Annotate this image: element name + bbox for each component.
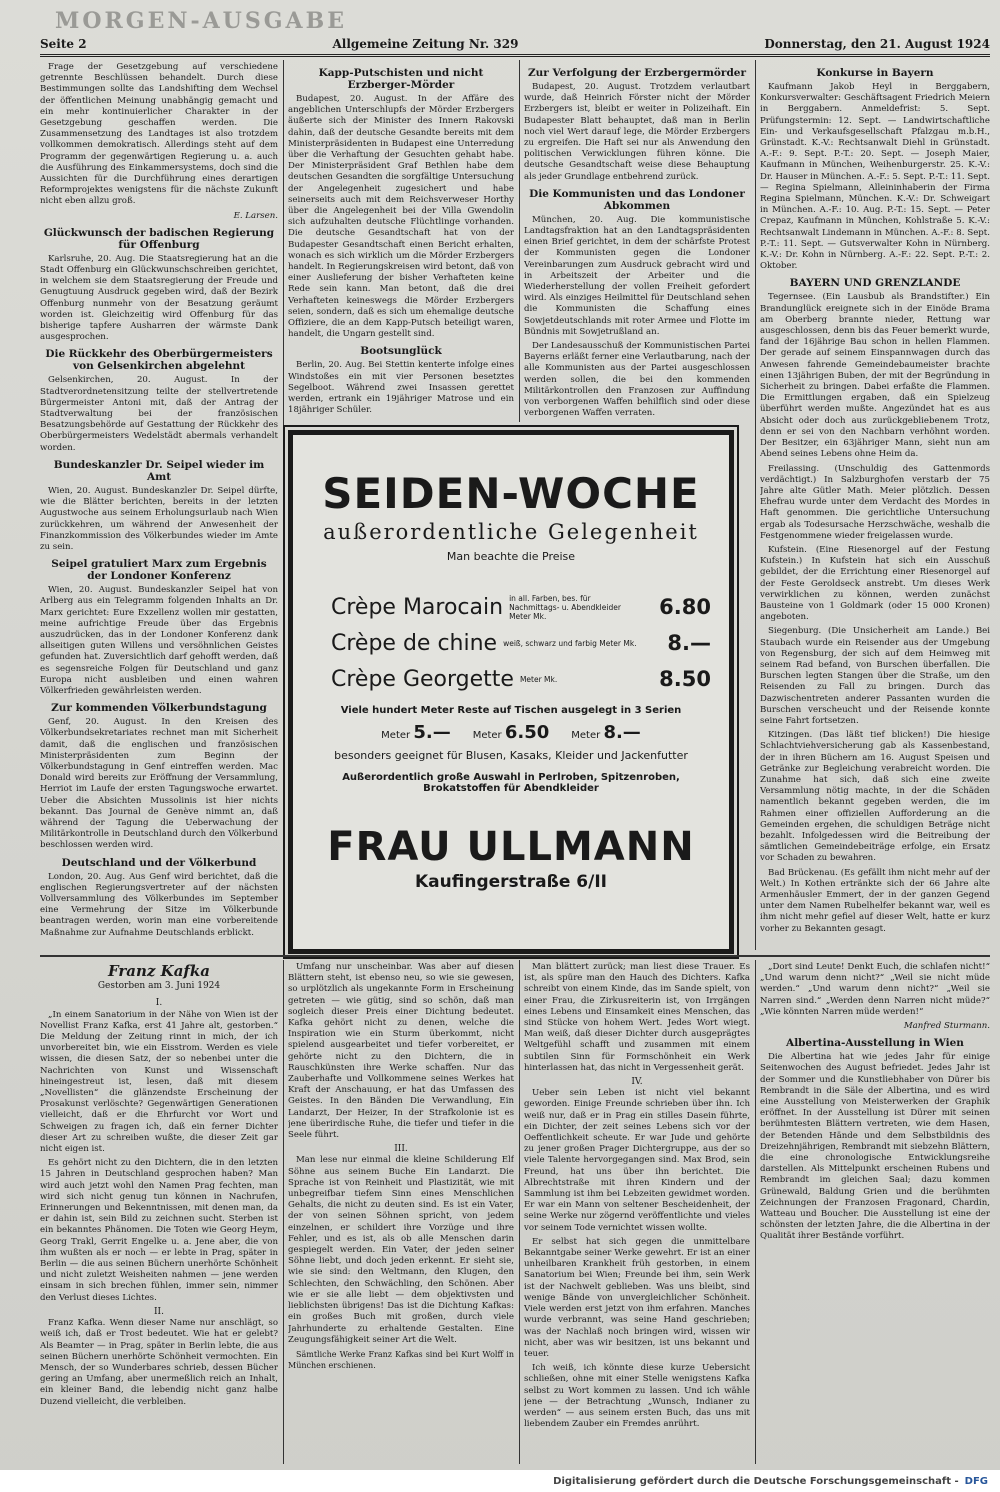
ad-headline: SEIDEN-WOCHE: [322, 469, 700, 518]
article-text: Franz Kafka. Wenn dieser Name nur anschlägt, so weiß ich, daß er Trost bedeutet. Wie hat er gelebt? Als Beamter — in Prag, später in Berlin lebte, die aus seinen Büchern unerhörte Schönheit vermochten. Ein Mensch, der so Wunderbares schrieb, dessen Bücher gering an Umfang, aber unermeßlich reich an Inhalt, ein kleiner Band, die lebendig nicht ganz halbe Duzend vielleicht, die verbleiben.: [40, 1318, 278, 1407]
article-text: Umfang nur unscheinbar. Was aber auf diesen Blättern steht, ist ebenso neu, so wie sie gewesen, so urplötzlich als ungekannte Form in Erscheinung getreten — wie gütig, sind so schön, daß man sogleich dieser Preis einer Dichtung bedeutet. Kafka gehört nicht zu denen, welche die Inspiration wie ein Sturm überkommt, nicht spielend ausgearbeitet und tiefer vorbereitet, er gehörte nicht zu den Dichtern, die in Rauschkünsten ihre Werke schaffen. Nur das Zauberhafte und Vollkommene seines Werkes hat Kraft der Anschauung, er hat das Umfassen des Geistes. In den Bänden Die Verwandlung, Ein Landarzt, Der Heizer, In der Strafkolonie ist es jene überirdische Ruhe, die tiefer und tiefer in die Seele führt.: [288, 962, 514, 1141]
price-tier: Meter 6.50: [472, 722, 550, 743]
column-3: [524, 62, 750, 422]
advertisement: [288, 430, 734, 954]
article-title: Franz Kafka: [108, 962, 210, 980]
article-headline: Zur kommenden Völkerbundstagung: [51, 702, 267, 715]
section-headline: BAYERN UND GRENZLANDE: [789, 277, 961, 290]
price-tier: Meter 8.—: [571, 722, 641, 743]
section-number: IV.: [631, 1077, 643, 1088]
article-headline: Deutschland und der Völkerbund: [61, 856, 257, 869]
page-header: [40, 34, 990, 57]
fabric-price: 6.80: [659, 595, 711, 619]
column-rule: [755, 60, 756, 950]
article-headline: Die Rückkehr des Oberbürgermeisters von Gelsenkirchen abgelehnt: [45, 348, 273, 373]
kafka-column-2: [288, 962, 514, 1462]
ad-price-list: [331, 589, 711, 697]
kafka-column-1: [40, 962, 278, 1462]
kafka-column-4: [760, 962, 990, 1462]
article-text: Wien, 20. August. Bundeskanzler Dr. Seipel dürfte, wie die Blätter berichten, bereits in der letzten Augustwoche aus seinem Erholungsurlaub nach Wien zurückkehren, um während der Anwesenheit der Finanzkommission des Völkerbundes wieder im Amte zu sein.: [40, 485, 278, 552]
article-text: Freilassing. (Unschuldig des Gattenmords verdächtigt.) In Salzburghofen verstarb der 75 Jahre alte Gütler Math. Meier plötzlich. Dessen Ehefrau wurde unter dem Verdacht des Mordes in Haft genommen. Die gerichtliche Untersuchung ergab als Todesursache Herzschwäche, weshalb die Festgenommene wieder freigelassen wurde.: [760, 463, 990, 541]
article-text: Ueber sein Leben ist nicht viel bekannt geworden. Einige Freunde schrieben über ihn. Ich weiß nur, daß er in Prag ein stilles Dasein führte, ein Dichter, der zeit seines Lebens sich vor der Oeffentlichkeit scheute. Er war Jude und gehörte zu jener großen Prager Dichtergruppe, aus der so viele Talente hervorgegangen sind. Max Brod, sein Freund, hat uns über ihn berichtet. Die Albrechtstraße mit ihren Kindern und der Sammlung ist ihm bei Lebzeiten gewidmet worden. Er war ein Mann von seltener Bescheidenheit, der seine Werke nur zögernd veröffentlichte und vieles vor seinem Tode vernichtet wissen wollte.: [524, 1088, 750, 1233]
article-headline: Konkurse in Bayern: [816, 67, 934, 79]
ad-address: Kaufingerstraße 6/II: [415, 872, 607, 892]
ad-item: [331, 625, 711, 661]
column-rule: [283, 960, 284, 1464]
ad-note: Man beachte die Preise: [446, 550, 576, 563]
fabric-name: Crèpe Marocain: [331, 594, 504, 620]
price-tier: Meter 5.—: [381, 722, 451, 743]
ad-remnants: Viele hundert Meter Reste auf Tischen ausgelegt in 3 Serien: [340, 705, 682, 716]
digitization-footer: [0, 1470, 1000, 1492]
article-headline: Kapp-Putschisten und nicht Erzberger-Mörder: [318, 67, 484, 91]
article-headline: Seipel gratuliert Marx zum Ergebnis der Londoner Konferenz: [51, 558, 267, 583]
masthead: MORGEN-AUSGABE: [55, 8, 347, 34]
article-text: Wien, 20. August. Bundeskanzler Seipel hat von Arlberg aus ein Telegramm folgenden Inhalts an Dr. Marx gerichtet: Eure Exzellenz wollen mir gestatten, meine aufrichtige Freude über das Ergebnis auszudrücken, das in der Londoner Konferenz dank allseitigen guten Willens und versöhnlichen Geistes gefunden hat. Zuversichtlich darf gehofft werden, daß es segensreiche Folgen für Deutschland und ganz Europa nicht ausbleiben und einen wahren Völkerfrieden gewährleisten werden.: [40, 585, 278, 696]
article-text: Ich weiß, ich könnte diese kurze Uebersicht schließen, ohne mit einer Stelle wenigstens Kafka selbst zu Wort kommen zu lassen. Und ich wähle jene — der Betrachtung „Wunsch, Indianer zu werden“ — aus seinem ersten Buch, das uns mit liebendem Zauber ein Fremdes anrührt.: [524, 1363, 750, 1430]
ad-line: Außerordentlich große Auswahl in Perlroben, Spitzenroben, Brokatstoffen für Abendkleider: [342, 772, 680, 794]
article-headline: Bootsunglück: [360, 345, 442, 358]
article-text: Karlsruhe, 20. Aug. Die Staatsregierung hat an die Stadt Offenburg ein Glückwunschschreiben gerichtet, in welchem sie dem Staatsregierung der Freude und Genugtuung Ausdruck gegeben wird, daß der Bezirk Offenburg nunmehr von der Besatzung geräumt worden ist. Gleichzeitig wird Offenburg für das bisherige tapfere Ausharren der wärmste Dank ausgesprochen.: [40, 253, 278, 343]
section-number: III.: [394, 1144, 408, 1155]
column-2: [288, 62, 514, 422]
article-text: Es gehört nicht zu den Dichtern, die in den letzten 15 Jahren in Deutschland gesprochen haben? Man wird auch jetzt wohl den Namen Prag fechten, man wird sich nicht genug tun können in Nachrufen, Erinnerungen und Bekenntnissen, mit denen man, da er dahin ist, sein Bild zu zeichnen sucht. Sterben ist ein bekanntes Phänomen. Die Toten wie Georg Heym, Georg Trakl, Gerrit Engelke u. a. Jene aber, die von ihm wußten als er noch — er lebte in Prag, später in Berlin — die aus seinen Büchern unerhörte Schönheit und nicht zuletzt Weisheiten nahmen — jene werden einsam in sich brechen fühlen, immer sein, nimmer den Verlust dieses Lichtes.: [40, 1158, 278, 1303]
fabric-name: Crèpe Georgette: [331, 666, 514, 692]
column-rule: [519, 60, 520, 422]
ad-subheadline: außerordentliche Gelegenheit: [323, 520, 699, 544]
column-rule: [755, 960, 756, 1464]
footer-text: Digitalisierung gefördert durch die Deutsche Forschungsgemeinschaft -: [553, 1475, 959, 1487]
article-text: Er selbst hat sich gegen die unmittelbare Bekanntgabe seiner Werke gewehrt. Er ist an einer unheilbaren Krankheit früh gestorben, in einem Sanatorium bei Wien; Freunde bei ihm, sein Werk ist der Nachwelt geblieben. Was uns bleibt, sind wenige Bände von unvergleichlicher Schönheit. Viele werden erst jetzt von ihm erfahren. Manches wurde verbrannt, was seine Hand geschrieben; was der Nachlaß noch bringen wird, wissen wir nicht, aber was wir besitzen, ist uns bekannt und teuer.: [524, 1236, 750, 1359]
ad-firm-name: FRAU ULLMANN: [327, 824, 695, 870]
column-4: [760, 62, 990, 950]
article-text: „In einem Sanatorium in der Nähe von Wien ist der Novellist Franz Kafka, erst 41 Jahre alt, gestorben.“ Die Meldung der Zeitung rinnt in mich, der ich unvorbereitet bin, wie ein Eisstrom. Werden es viele wissen, die diesen Satz, der so nebenbei unter die Nachrichten von Kunst und Wissenschaft hineingestreut ist, lesen, daß mit diesem „Novellisten“ die glänzendste Erscheinung der Prosakunst verlöschte? Gegenwärtigen Generationen vielleicht, daß er die Ehrfurcht vor Wort und Schweigen zu fragen ich, daß ein ferner Dichter dieser Art zu schreiben wußte, die dieser Zeit gar nicht eigen ist.: [40, 1009, 278, 1155]
article-headline: Zur Verfolgung der Erzbergermörder: [527, 67, 746, 79]
ad-line: besonders geeignet für Blusen, Kasaks, Kleider und Jackenfutter: [334, 749, 688, 762]
fabric-price: 8.—: [667, 631, 711, 655]
article-headline: Albertina-Ausstellung in Wien: [786, 1037, 964, 1050]
fabric-note: in all. Farben, bes. für Nachmittags- u. Abendkleider Meter Mk.: [509, 593, 621, 621]
article-text: Der Landesausschuß der Kommunistischen Partei Bayerns erläßt ferner eine Verlautbarung, nach der alle Kommunisten aus der Partei ausgeschlossen werden sollen, die bei den kommenden Militärkontrollen den Franzosen zur Auffindung von verborgenen Waffen behilflich sind oder diese verborgenen Waffen verraten.: [524, 341, 750, 419]
article-text: Berlin, 20. Aug. Bei Stettin kenterte infolge eines Windstoßes ein mit vier Personen besetztes Segelboot. Während zwei Insassen gerettet werden, ertrank ein 19jähriger Matrose und ein 18jähriger Schüler.: [288, 360, 514, 416]
article-text: „Dort sind Leute! Denkt Euch, die schlafen nicht!“ „Und warum denn nicht?“ „Weil sie nicht müde werden.“ „Und warum denn nicht?“ „Weil sie Narren sind.“ „Werden denn Narren nicht müde?“ „Wie könnten Narren müde werden!“: [760, 962, 990, 1017]
fabric-name: Crèpe de chine: [331, 630, 498, 656]
article-text: Die Albertina hat wie jedes Jahr für einige Seitenwochen des August befriedet. Jedes Jahr ist der Sommer und die Kunstliebhaber von Dürer bis Rembrandt in die Säle der Albertina, und es wird eine Ausstellung von Meisterwerken der Graphik eröffnet. In der Ausstellung ist Dürer mit seinen berühmtesten Blättern vertreten, wie dem Hasen, der Betenden Hände und dem Selbstbildnis des Dreizehnjährigen, Rembrandt mit siebzehn Blättern, die eine chronologische Entwicklungsreihe darstellen. Als Mittelpunkt erscheinen Rubens und Rembrandt im gleichen Saal; dazu kommen Grünewald, Baldung Grien und die berühmten Zeichnungen der Franzosen Fragonard, Chardin, Watteau und Boucher. Die Ausstellung ist eine der schönsten der letzten Jahre, die die Albertina in der Qualität ihrer Bestände vorführt.: [760, 1052, 990, 1242]
dfg-logo: DFG: [964, 1475, 988, 1487]
article-text: Budapest, 20. August. In der Affäre des angeblichen Unterschlupfs der Mörder Erzbergers äußerte sich der Minister des Innern Rakovski dahin, daß der deutsche Gesandte bereits mit dem Ministerpräsidenten in Budapest eine Unterredung über die Verhaftung der Gesuchten gehabt habe. Der Ministerpräsident Graf Bethlen habe dem deutschen Gesandten die sorgfältige Untersuchung der Angelegenheit zugesichert und habe seinerseits auch mit dem Reichsverweser Horthy über die Angelegenheit bei der Villa Gwendolin sich aufzuhalten deutsche Flüchtlinge vorhanden. Die deutsche Gesandtschaft hat von der Budapester Gesandtschaft einen Bericht erhalten, wonach es sich wirklich um die Mörder Erzbergers handelt. In Regierungskreisen wird betont, daß von einer Auslieferung der bisher Verhafteten keine Rede sein kann. Man betont, daß die drei Verhafteten keineswegs die Mörder Erzbergers seien, sondern, daß es sich um ehemalige deutsche Offiziere, die an dem Kapp-Putsch beteiligt waren, handelt, die Ungarn gestellt sind.: [288, 94, 514, 340]
article-note: Sämtliche Werke Franz Kafkas sind bei Kurt Wolff in München erschienen.: [288, 1349, 514, 1371]
article-text: Tegernsee. (Ein Lausbub als Brandstifter.) Ein Brandunglück ereignete sich in der Einöde Brama am Oberberg brannte nieder, Rettung war ausgeschlossen, denn bis das Feuer bemerkt wurde, fand der 16jährige Bau schon in hellen Flammen. Der gerade auf seinem Einspannwagen durch das Anwesen fahrende Gemeindebaumeister brachte einen 13jährigen Buben, der mit der Begründung in Sicherheit zu bringen. Dabei erfaßte die Flammen. Die Ermittlungen ergaben, daß ein Spielzeug überführt werden mußte. Angezündet hat es aus Absicht oder doch aus zurückgebliebenem Trotz, denn er sei von den Nachbarn verhöhnt worden. Der Besitzer, ein 63jähriger Mann, sieht nun am Abend seines Lebens ohne Heim da.: [760, 292, 990, 460]
article-text: Frage der Gesetzgebung auf verschiedene getrennte Beschlüssen behandelt. Durch diese Bestimmungen sollte das Landshifting dem Wechsel der öffentlichen Meinung unabhängig gemacht und ein mehr kontinuierlicher Charakter in der Gesetzgebung geschaffen werden. Die Zusammensetzung des Landtages ist also trotzdem vollkommen demokratisch. Allerdings steht auf dem Programm der gegenwärtigen Regierung u. a. auch die Ausführung des Einkammersystems, doch sind die Aussichten für die Durchführung eines derartigen Reformprojektes wenigstens für die nächste Zukunft nicht eben allzu groß.: [40, 62, 278, 207]
article-text: Man blättert zurück; man liest diese Trauer. Es ist, als spüre man den Hauch des Dichters. Kafka schreibt von einem Kinde, das im Sande spielt, von einer Frau, die Zirkusreiterin ist, von Irrgängen eines Lebens und Einsamkeit eines Menschen, das sind Stücke von hohem Wert. Jedes Wort wiegt. Man weiß, daß dieser Dichter durch ausgeprägtes Weltgefühl schafft und zusammen mit einem subtilen Sinn für Formschönheit ein Werk hinterlassen hat, das nicht in Vergessenheit gerät.: [524, 962, 750, 1073]
article-text: München, 20. Aug. Die kommunistische Landtagsfraktion hat an den Landtagspräsidenten einen Brief gerichtet, in dem der schärfste Protest der Kommunisten gegen die Londoner Vereinbarungen zum Ausdruck gebracht wird und in Arbeitszeit der Arbeiter und die Wiederherstellung der vollen Freiheit gefordert wird. Als einziges Heilmittel für Deutschland sehen die Kommunisten die Schaffung eines Sowjetdeutschlands mit roter Armee und Flotte im Bündnis mit Sowjetrußland an.: [524, 214, 750, 337]
fabric-note: weiß, schwarz und farbig Meter Mk.: [503, 638, 637, 648]
article-text: Siegenburg. (Die Unsicherheit am Lande.) Bei Staubach wurde ein Reisender aus der Umgebung von Regensburg, der sich auf dem Heimweg mit seinem Rad befand, von Burschen überfallen. Die Burschen legten Stangen über die Straße, um den Reisenden zu Fall zu bringen. Durch das Dazwischentreten anderer Passanten wurden die Burschen verscheucht und der Reisende konnte seine Fahrt fortsetzen.: [760, 626, 990, 726]
page-number: Seite 2: [40, 37, 87, 51]
ad-item: [331, 661, 711, 697]
article-text: Kufstein. (Eine Riesenorgel auf der Festung Kufstein.) In Kufstein hat sich ein Ausschuß gebildet, der die Errichtung einer Riesenorgel auf der Feste Geroldseck anstrebt. Um dieses Werk verwirklichen zu können, werden zunächst Bausteine von 1 Goldmark (oder 15 000 Kronen) angeboten.: [760, 544, 990, 623]
article-headline: Glückwunsch der badischen Regierung für Offenburg: [43, 226, 275, 251]
article-text: London, 20. Aug. Aus Genf wird berichtet, daß die englischen Regierungsvertreter auf der nächsten Vollversammlung des Völkerbundes im September eine Vermehrung der Sitze im Völkerbunde beantragen werden, worin man eine vorbereitende Maßnahme zur Aufnahme Deutschlands erblickt.: [40, 871, 278, 938]
column-rule: [283, 60, 284, 950]
article-headline: Bundeskanzler Dr. Seipel wieder im Amt: [53, 458, 265, 483]
article-text: Genf, 20. August. In den Kreisen des Völkerbundsekretariates rechnet man mit Sicherheit damit, daß die englischen und französischen Ministerpräsidenten zum Beginn der Völkerbundstagung in Genf eintreffen werden. Mac Donald wird bereits zur Eröffnung der Versammlung, Herriot im Laufe der ersten Tagungswoche erwartet. Ueber die Absichten Mussolinis ist hier nichts bekannt. Das Journal de Genève nimmt an, daß während der Tagung die Ueberwachung der Militärkontrolle in Deutschland durch den Völkerbund beschlossen werden wird.: [40, 717, 278, 851]
column-1: [40, 62, 278, 950]
article-text: Budapest, 20. August. Trotzdem verlautbart wurde, daß Heinrich Förster nicht der Mörder Erzbergers ist, bleibt er weiter in Polizeihaft. Ein Budapester Blatt behauptet, daß man in Berlin noch viel Wert darauf lege, die Mörder Erzbergers zu ergreifen. Die Haft sei nur als Anwendung den politischen Verwicklungen führen könne. Die deutsche Gesandtschaft weise diese Behauptung als jeder Grundlage entbehrend zurück.: [524, 82, 750, 182]
article-text: Bad Brückenau. (Es gefällt ihm nicht mehr auf der Welt.) In Kothen ertränkte sich der 66 Jahre alte Armenhäusler Emmert, der in der ganzen Gegend unter dem Namen Rubelhelfer bekannt war, weil es ihm nicht mehr gefiel auf dieser Welt, hatte er kurz vorher zu Bekannten gesagt.: [760, 867, 990, 934]
kafka-column-3: [524, 962, 750, 1462]
author-signature: E. Larsen.: [233, 210, 278, 221]
article-text: Kaufmann Jakob Heyl in Berggabern, Konkursverwalter: Geschäftsagent Friedrich Meiern in Berggabern. Anmeldefrist: 5. Sept. Prüfungstermin: 12. Sept. — Landwirtschaftliche Ein- und Verkaufsgesellschaft Pfalzgau m.b.H., Grünstadt. K.-V.: Rechtsanwalt Diehl in Grünstadt. A.-F.: 9. Sept. P.-T.: 20. Sept. — Joseph Maier, Kaufmann in München, Weihenburgerstr. 25. K.-V.: Dr. Hauser in München. A.-F.: 5. Sept. P.-T.: 11. Sept. — Regina Spielmann, Alleininhaberin der Firma Regina Spielmann, München. K.-V.: Dr. Schweigart in München. A.-F.: 10. Aug. P.-T.: 15. Sept. — Peter Crepaz, Kaufmann in München, Kohlstraße 5. K.-V.: Rechtsanwalt Lindemann in München. A.-F.: 8. Sept. P.-T.: 11. Sept. — Gutsverwalter Kohn in Nürnberg. K.-V.: Dr. Kohn in Nürnberg. A.-F.: 22. Sept. P.-T.: 2. Oktober.: [760, 82, 990, 272]
section-rule: [40, 955, 990, 957]
ad-item: [331, 589, 711, 625]
article-headline: Die Kommunisten und das Londoner Abkommen: [529, 187, 745, 212]
article-text: Man lese nur einmal die kleine Schilderung Elf Söhne aus seinem Buche Ein Landarzt. Die Sprache ist von Reinheit und Plastizität, wie mit unbegreifbar tiefem Sinn eines Menschlichen Gehalts, die nicht zu deuten sind. Es ist ein Vater, der von seinen Söhnen spricht, von jedem einzelnen, er schildert ihre Vorzüge und ihre Fehler, und es ist, als ob alle Menschen darin gespiegelt werden. Ein Vater, der jeden seiner Söhne liebt, und doch jeden erkennt. Er sieht sie, wie sie sind: den Weltmann, den Klugen, den Schlechten, den Schwächling, den Schönen. Aber wie er sie alle liebt — dem objektivsten und lieblichsten übrigens! Das ist die Dichtung Kafkas: ein großes Buch mit großen, durch viele Jahrhunderte zu erhaltende Gestalten. Eine Zeugungsfähigkeit seiner Art die Welt.: [288, 1155, 514, 1345]
column-rule: [519, 960, 520, 1464]
author-signature: Manfred Sturmann.: [903, 1021, 990, 1032]
newspaper-title: Allgemeine Zeitung Nr. 329: [332, 37, 519, 51]
issue-date: Donnerstag, den 21. August 1924: [764, 37, 990, 51]
article-text: Kitzingen. (Das läßt tief blicken!) Die hiesige Schlachtviehversicherung gab als Kassenbestand, der in ihren Büchern am 16. August Speisen und Getränke zur Begleichung verabreicht worden. Die Zunahme hat sich, daß sich eine zweite Versammlung nötig machte, in der die Schäden namentlich bekannt gegeben werden, die im Rahmen einer offiziellen Aufforderung an die Gemeinden ergehen, die schuldigen Beträge nicht bezahlt. Infolgedessen wird die Beitreibung der sämtlichen Gemeindebeiträge erfolge, ein Ersatz vor Schaden zu bewahren.: [760, 730, 990, 864]
article-subtitle: Gestorben am 3. Juni 1924: [97, 981, 221, 992]
section-number: I.: [155, 998, 163, 1009]
section-number: II.: [154, 1306, 164, 1317]
fabric-price: 8.50: [659, 667, 711, 691]
article-text: Gelsenkirchen, 20. August. In der Stadtverordnetensitzung teilte der stellvertretende Bürgermeister Antoni mit, daß der Antrag der Stadtverwaltung bei der französischen Besatzungsbehörde auf Gestattung der Rückkehr des Oberbürgermeisters Wedelstädt abermals verhandelt worden.: [40, 375, 278, 453]
ad-price-tiers: [293, 722, 729, 743]
fabric-note: Meter Mk.: [519, 674, 558, 684]
